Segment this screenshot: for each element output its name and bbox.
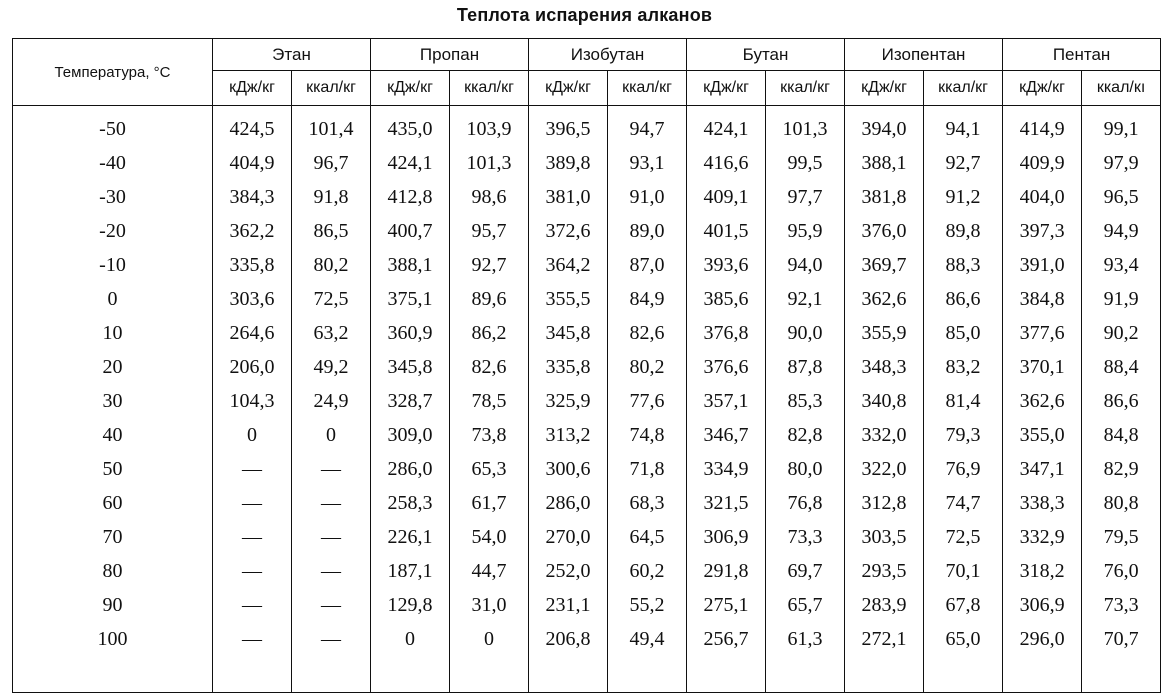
kj-value-cell: 321,5 — [687, 486, 766, 520]
compound-header-propane: Пропан — [371, 39, 529, 71]
kj-value-cell: 313,2 — [529, 418, 608, 452]
kj-value-cell: 272,1 — [845, 622, 924, 693]
kcal-value-cell: 85,3 — [766, 384, 845, 418]
kj-value-cell: 335,8 — [529, 350, 608, 384]
kcal-value-cell: 98,6 — [450, 180, 529, 214]
kj-value-cell: 332,0 — [845, 418, 924, 452]
kj-value-cell: 375,1 — [371, 282, 450, 316]
kj-value-cell: 377,6 — [1003, 316, 1082, 350]
kcal-value-cell: 82,6 — [608, 316, 687, 350]
kcal-value-cell: 80,0 — [766, 452, 845, 486]
kcal-value-cell: 99,1 — [1082, 106, 1161, 147]
kj-value-cell: 306,9 — [687, 520, 766, 554]
kcal-value-cell: 85,0 — [924, 316, 1003, 350]
unit-kcal-header: ккал/кг — [766, 71, 845, 106]
kj-value-cell: 206,0 — [213, 350, 292, 384]
kcal-value-cell: 80,8 — [1082, 486, 1161, 520]
table-row — [13, 282, 1161, 316]
kj-value-cell: 372,6 — [529, 214, 608, 248]
kj-value-cell: 381,8 — [845, 180, 924, 214]
kcal-value-cell: 88,4 — [1082, 350, 1161, 384]
kj-value-cell: 258,3 — [371, 486, 450, 520]
kcal-value-cell: 55,2 — [608, 588, 687, 622]
compound-header-ethane: Этан — [213, 39, 371, 71]
kj-value-cell: 264,6 — [213, 316, 292, 350]
kj-value-cell: 291,8 — [687, 554, 766, 588]
table-row — [13, 418, 1161, 452]
unit-kj-header: кДж/кг — [529, 71, 608, 106]
kcal-value-cell: 78,5 — [450, 384, 529, 418]
kj-value-cell: 129,8 — [371, 588, 450, 622]
table-row — [13, 350, 1161, 384]
kcal-value-cell: 74,8 — [608, 418, 687, 452]
kcal-value-cell: 61,3 — [766, 622, 845, 693]
kcal-value-cell: 44,7 — [450, 554, 529, 588]
table-row — [13, 384, 1161, 418]
kcal-value-cell: 64,5 — [608, 520, 687, 554]
kj-value-cell: 385,6 — [687, 282, 766, 316]
kcal-value-cell: 74,7 — [924, 486, 1003, 520]
kj-value-cell: 394,0 — [845, 106, 924, 147]
table-row — [13, 588, 1161, 622]
kcal-value-cell: — — [292, 452, 371, 486]
kcal-value-cell: 67,8 — [924, 588, 1003, 622]
kcal-value-cell: 91,0 — [608, 180, 687, 214]
kcal-value-cell: 61,7 — [450, 486, 529, 520]
compound-header-row — [13, 39, 1161, 71]
kcal-value-cell: 91,8 — [292, 180, 371, 214]
kcal-value-cell: 68,3 — [608, 486, 687, 520]
kcal-value-cell: 77,6 — [608, 384, 687, 418]
kcal-value-cell: — — [292, 520, 371, 554]
kj-value-cell: 346,7 — [687, 418, 766, 452]
compound-header-pentane: Пентан — [1003, 39, 1161, 71]
kj-value-cell: 376,6 — [687, 350, 766, 384]
temperature-cell: -10 — [13, 248, 213, 282]
temperature-cell: 70 — [13, 520, 213, 554]
kj-value-cell: 364,2 — [529, 248, 608, 282]
kj-value-cell: 396,5 — [529, 106, 608, 147]
kj-value-cell: 286,0 — [529, 486, 608, 520]
kcal-value-cell: 65,3 — [450, 452, 529, 486]
kcal-value-cell: 96,7 — [292, 146, 371, 180]
kcal-value-cell: 89,0 — [608, 214, 687, 248]
kj-value-cell: 391,0 — [1003, 248, 1082, 282]
kcal-value-cell: 73,3 — [766, 520, 845, 554]
table-row — [13, 452, 1161, 486]
kj-value-cell: 270,0 — [529, 520, 608, 554]
kj-value-cell: 104,3 — [213, 384, 292, 418]
kj-value-cell: 370,1 — [1003, 350, 1082, 384]
unit-kcal-header: ккал/кг — [292, 71, 371, 106]
kcal-value-cell: 92,7 — [450, 248, 529, 282]
table-row — [13, 180, 1161, 214]
kj-value-cell: 355,0 — [1003, 418, 1082, 452]
kcal-value-cell: 101,4 — [292, 106, 371, 147]
kj-value-cell: 345,8 — [371, 350, 450, 384]
kj-value-cell: 187,1 — [371, 554, 450, 588]
kj-value-cell: 369,7 — [845, 248, 924, 282]
kcal-value-cell: 93,4 — [1082, 248, 1161, 282]
kj-value-cell: — — [213, 452, 292, 486]
kcal-value-cell: 90,0 — [766, 316, 845, 350]
kcal-value-cell: 101,3 — [766, 106, 845, 147]
kcal-value-cell: — — [292, 554, 371, 588]
kj-value-cell: 360,9 — [371, 316, 450, 350]
kcal-value-cell: 101,3 — [450, 146, 529, 180]
kj-value-cell: 424,5 — [213, 106, 292, 147]
compound-header-isobutane: Изобутан — [529, 39, 687, 71]
kj-value-cell: 283,9 — [845, 588, 924, 622]
kj-value-cell: 388,1 — [371, 248, 450, 282]
kcal-value-cell: 86,6 — [1082, 384, 1161, 418]
kj-value-cell: 412,8 — [371, 180, 450, 214]
kcal-value-cell: 65,7 — [766, 588, 845, 622]
kj-value-cell: 362,2 — [213, 214, 292, 248]
compound-header-butane: Бутан — [687, 39, 845, 71]
temperature-cell: 100 — [13, 622, 213, 693]
kcal-value-cell: 70,7 — [1082, 622, 1161, 693]
kj-value-cell: 293,5 — [845, 554, 924, 588]
kj-value-cell: 275,1 — [687, 588, 766, 622]
kj-value-cell: 384,8 — [1003, 282, 1082, 316]
kj-value-cell: 0 — [371, 622, 450, 693]
kcal-value-cell: 0 — [450, 622, 529, 693]
kcal-value-cell: 87,8 — [766, 350, 845, 384]
kj-value-cell: 309,0 — [371, 418, 450, 452]
temperature-cell: -30 — [13, 180, 213, 214]
table-row — [13, 106, 1161, 147]
kj-value-cell: 389,8 — [529, 146, 608, 180]
temperature-cell: 90 — [13, 588, 213, 622]
kj-value-cell: 416,6 — [687, 146, 766, 180]
table-row — [13, 486, 1161, 520]
kcal-value-cell: 72,5 — [924, 520, 1003, 554]
kj-value-cell: 409,1 — [687, 180, 766, 214]
temperature-cell: 10 — [13, 316, 213, 350]
kj-value-cell: 226,1 — [371, 520, 450, 554]
kcal-value-cell: 49,2 — [292, 350, 371, 384]
unit-kcal-header: ккал/кг — [608, 71, 687, 106]
unit-kj-header: кДж/кг — [371, 71, 450, 106]
temperature-cell: 0 — [13, 282, 213, 316]
table-body — [13, 106, 1161, 693]
kj-value-cell: 397,3 — [1003, 214, 1082, 248]
kcal-value-cell: 80,2 — [608, 350, 687, 384]
kj-value-cell: — — [213, 486, 292, 520]
kj-value-cell: 306,9 — [1003, 588, 1082, 622]
kcal-value-cell: 89,8 — [924, 214, 1003, 248]
kcal-value-cell: — — [292, 486, 371, 520]
kcal-value-cell: 95,7 — [450, 214, 529, 248]
kj-value-cell: 357,1 — [687, 384, 766, 418]
kcal-value-cell: 63,2 — [292, 316, 371, 350]
kcal-value-cell: 70,1 — [924, 554, 1003, 588]
kj-value-cell: 300,6 — [529, 452, 608, 486]
kj-value-cell: 404,0 — [1003, 180, 1082, 214]
kcal-value-cell: 84,8 — [1082, 418, 1161, 452]
kcal-value-cell: 97,7 — [766, 180, 845, 214]
unit-kcal-header: ккал/кı — [1082, 71, 1161, 106]
kj-value-cell: 435,0 — [371, 106, 450, 147]
page-title: Теплота испарения алканов — [456, 5, 713, 25]
kcal-value-cell: 76,0 — [1082, 554, 1161, 588]
kcal-value-cell: 86,5 — [292, 214, 371, 248]
table-row — [13, 146, 1161, 180]
kcal-value-cell: 94,9 — [1082, 214, 1161, 248]
kcal-value-cell: 73,8 — [450, 418, 529, 452]
kcal-value-cell: 96,5 — [1082, 180, 1161, 214]
unit-kj-header: кДж/кг — [1003, 71, 1082, 106]
kcal-value-cell: 72,5 — [292, 282, 371, 316]
kcal-value-cell: 86,6 — [924, 282, 1003, 316]
kj-value-cell: 286,0 — [371, 452, 450, 486]
kcal-value-cell: 81,4 — [924, 384, 1003, 418]
kj-value-cell: 303,6 — [213, 282, 292, 316]
kj-value-cell: 334,9 — [687, 452, 766, 486]
temperature-cell: -50 — [13, 106, 213, 147]
kcal-value-cell: 91,9 — [1082, 282, 1161, 316]
kj-value-cell: 381,0 — [529, 180, 608, 214]
temperature-cell: 20 — [13, 350, 213, 384]
kcal-value-cell: 54,0 — [450, 520, 529, 554]
kj-value-cell: 332,9 — [1003, 520, 1082, 554]
kcal-value-cell: 31,0 — [450, 588, 529, 622]
temperature-cell: 40 — [13, 418, 213, 452]
kj-value-cell: 322,0 — [845, 452, 924, 486]
temperature-cell: -20 — [13, 214, 213, 248]
temperature-cell: -40 — [13, 146, 213, 180]
kcal-value-cell: 92,7 — [924, 146, 1003, 180]
kj-value-cell: 355,9 — [845, 316, 924, 350]
kj-value-cell: 376,8 — [687, 316, 766, 350]
kj-value-cell: 296,0 — [1003, 622, 1082, 693]
kcal-value-cell: 86,2 — [450, 316, 529, 350]
kcal-value-cell: 76,8 — [766, 486, 845, 520]
unit-kj-header: кДж/кг — [845, 71, 924, 106]
kj-value-cell: 328,7 — [371, 384, 450, 418]
kj-value-cell: 325,9 — [529, 384, 608, 418]
kj-value-cell: 376,0 — [845, 214, 924, 248]
kj-value-cell: 362,6 — [845, 282, 924, 316]
unit-kcal-header: ккал/кг — [924, 71, 1003, 106]
kj-value-cell: 384,3 — [213, 180, 292, 214]
kj-value-cell: 338,3 — [1003, 486, 1082, 520]
kj-value-cell: 400,7 — [371, 214, 450, 248]
kcal-value-cell: 24,9 — [292, 384, 371, 418]
kcal-value-cell: 82,8 — [766, 418, 845, 452]
kj-value-cell: 404,9 — [213, 146, 292, 180]
kcal-value-cell: 95,9 — [766, 214, 845, 248]
unit-kcal-header: ккал/кг — [450, 71, 529, 106]
kcal-value-cell: 103,9 — [450, 106, 529, 147]
temperature-column-header: Температура, °C — [13, 39, 213, 106]
kj-value-cell: 231,1 — [529, 588, 608, 622]
kj-value-cell: — — [213, 622, 292, 693]
kcal-value-cell: 99,5 — [766, 146, 845, 180]
kcal-value-cell: 93,1 — [608, 146, 687, 180]
kcal-value-cell: 76,9 — [924, 452, 1003, 486]
temperature-cell: 30 — [13, 384, 213, 418]
kj-value-cell: 312,8 — [845, 486, 924, 520]
heat-of-vaporization-table — [12, 38, 1161, 693]
kj-value-cell: 388,1 — [845, 146, 924, 180]
kcal-value-cell: 91,2 — [924, 180, 1003, 214]
kcal-value-cell: — — [292, 588, 371, 622]
kcal-value-cell: 88,3 — [924, 248, 1003, 282]
kcal-value-cell: 94,1 — [924, 106, 1003, 147]
kcal-value-cell: 60,2 — [608, 554, 687, 588]
kcal-value-cell: 73,3 — [1082, 588, 1161, 622]
kcal-value-cell: 83,2 — [924, 350, 1003, 384]
unit-kj-header: кДж/кг — [213, 71, 292, 106]
kj-value-cell: 206,8 — [529, 622, 608, 693]
temperature-cell: 60 — [13, 486, 213, 520]
kcal-value-cell: 71,8 — [608, 452, 687, 486]
kj-value-cell: 362,6 — [1003, 384, 1082, 418]
kj-value-cell: 303,5 — [845, 520, 924, 554]
table-row — [13, 520, 1161, 554]
table-header — [13, 39, 1161, 106]
kj-value-cell: 409,9 — [1003, 146, 1082, 180]
kj-value-cell: 335,8 — [213, 248, 292, 282]
kcal-value-cell: 97,9 — [1082, 146, 1161, 180]
kcal-value-cell: 79,5 — [1082, 520, 1161, 554]
kj-value-cell: 348,3 — [845, 350, 924, 384]
kcal-value-cell: 94,0 — [766, 248, 845, 282]
table-row — [13, 248, 1161, 282]
kcal-value-cell: 49,4 — [608, 622, 687, 693]
kcal-value-cell: 79,3 — [924, 418, 1003, 452]
kj-value-cell: 256,7 — [687, 622, 766, 693]
table-row — [13, 214, 1161, 248]
table-row — [13, 316, 1161, 350]
table-row — [13, 554, 1161, 588]
compound-header-isopentane: Изопентан — [845, 39, 1003, 71]
kj-value-cell: 393,6 — [687, 248, 766, 282]
unit-kj-header: кДж/кг — [687, 71, 766, 106]
kcal-value-cell: 82,6 — [450, 350, 529, 384]
kj-value-cell: 252,0 — [529, 554, 608, 588]
kcal-value-cell: 90,2 — [1082, 316, 1161, 350]
kcal-value-cell: 87,0 — [608, 248, 687, 282]
kj-value-cell: 401,5 — [687, 214, 766, 248]
table-row — [13, 622, 1161, 693]
kj-value-cell: 355,5 — [529, 282, 608, 316]
kcal-value-cell: 92,1 — [766, 282, 845, 316]
kj-value-cell: — — [213, 588, 292, 622]
kcal-value-cell: — — [292, 622, 371, 693]
kj-value-cell: 340,8 — [845, 384, 924, 418]
kj-value-cell: 347,1 — [1003, 452, 1082, 486]
kcal-value-cell: 89,6 — [450, 282, 529, 316]
kcal-value-cell: 82,9 — [1082, 452, 1161, 486]
kj-value-cell: 318,2 — [1003, 554, 1082, 588]
kj-value-cell: 0 — [213, 418, 292, 452]
kj-value-cell: 424,1 — [687, 106, 766, 147]
kj-value-cell: — — [213, 554, 292, 588]
kj-value-cell: 424,1 — [371, 146, 450, 180]
kcal-value-cell: 80,2 — [292, 248, 371, 282]
kcal-value-cell: 0 — [292, 418, 371, 452]
temperature-cell: 50 — [13, 452, 213, 486]
kj-value-cell: 345,8 — [529, 316, 608, 350]
kcal-value-cell: 84,9 — [608, 282, 687, 316]
temperature-cell: 80 — [13, 554, 213, 588]
kj-value-cell: — — [213, 520, 292, 554]
kcal-value-cell: 69,7 — [766, 554, 845, 588]
kcal-value-cell: 94,7 — [608, 106, 687, 147]
kj-value-cell: 414,9 — [1003, 106, 1082, 147]
kcal-value-cell: 65,0 — [924, 622, 1003, 693]
